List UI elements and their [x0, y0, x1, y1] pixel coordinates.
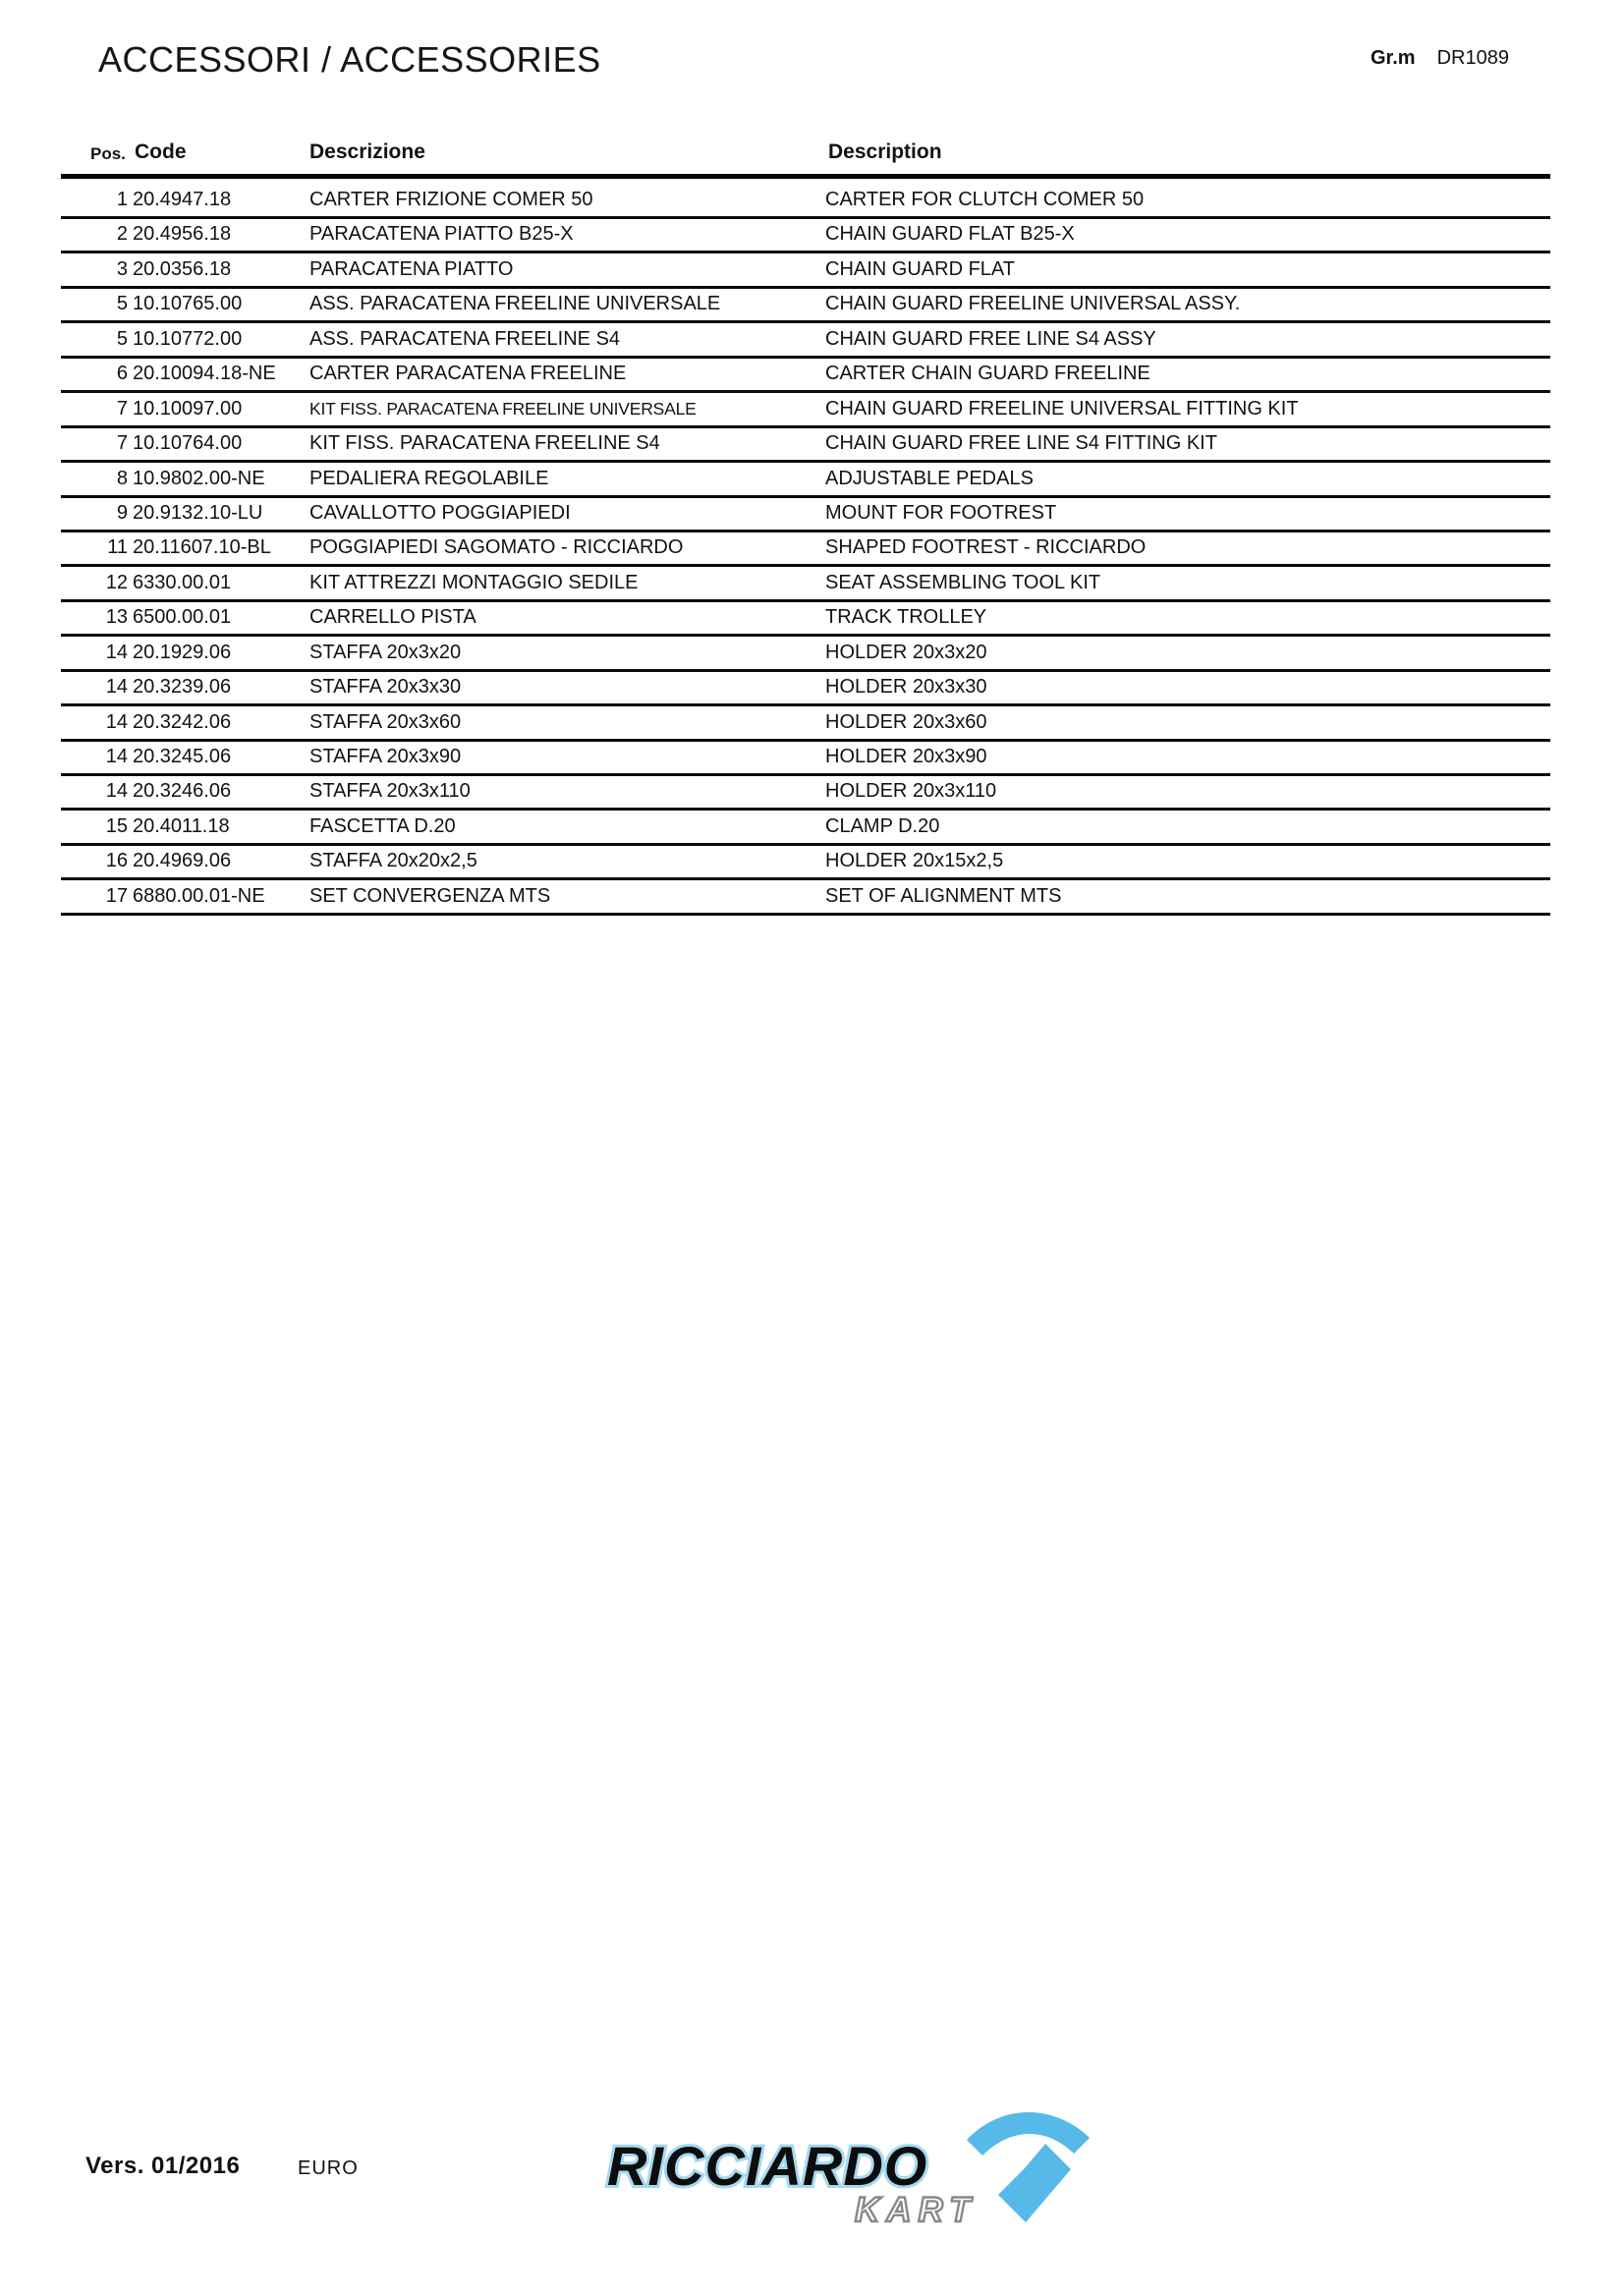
table-row [61, 359, 1550, 393]
row-position: 1 [116, 189, 128, 210]
table-body [61, 179, 1550, 916]
row-description-english: SEAT ASSEMBLING TOOL KIT [825, 571, 1101, 593]
row-description-english: CHAIN GUARD FREE LINE S4 FITTING KIT [825, 432, 1217, 455]
row-part-code: 10.10765.00 [133, 293, 243, 315]
column-header-pos: Pos. [90, 144, 126, 163]
logo-swoosh-icon [967, 2112, 1090, 2222]
logo-secondary-text: KART [855, 2191, 978, 2229]
row-description-english: HOLDER 20x3x90 [825, 746, 987, 767]
row-position: 8 [116, 467, 128, 489]
row-description-english: CHAIN GUARD FLAT [825, 257, 1015, 280]
row-part-code: 20.3242.06 [133, 710, 232, 733]
table-row [61, 742, 1550, 776]
row-description-english: MOUNT FOR FOOTREST [825, 501, 1057, 524]
column-header-descrizione: Descrizione [309, 140, 425, 163]
table-row [61, 219, 1550, 253]
row-description-italian: PEDALIERA REGOLABILE [309, 467, 549, 489]
row-description-italian: CAVALLOTTO POGGIAPIEDI [309, 501, 571, 524]
row-position: 14 [105, 641, 128, 663]
row-part-code: 6330.00.01 [133, 571, 232, 593]
row-part-code: 20.3239.06 [133, 676, 232, 699]
row-position: 7 [116, 397, 128, 420]
row-description-italian: STAFFA 20x3x60 [309, 710, 462, 733]
row-part-code: 10.10772.00 [133, 327, 243, 350]
column-header-description: Description [828, 140, 942, 163]
table-row [61, 498, 1550, 532]
row-description-english: CLAMP D.20 [825, 814, 940, 837]
table-row [61, 602, 1550, 637]
row-description-english: HOLDER 20x3x30 [825, 676, 987, 699]
row-description-english: ADJUSTABLE PEDALS [825, 467, 1034, 489]
row-description-italian: STAFFA 20x20x2,5 [309, 850, 477, 872]
table-row [61, 393, 1550, 427]
table-row [61, 846, 1550, 880]
row-description-italian: STAFFA 20x3x110 [309, 780, 471, 803]
row-description-italian: CARTER FRIZIONE COMER 50 [309, 189, 593, 210]
table-row [61, 532, 1550, 567]
row-position: 12 [105, 571, 128, 593]
row-position: 11 [107, 536, 128, 559]
table-row [61, 253, 1550, 288]
table-row [61, 706, 1550, 741]
row-position: 14 [105, 746, 128, 767]
row-description-italian: STAFFA 20x3x30 [309, 676, 462, 699]
parts-table [61, 126, 1550, 916]
row-part-code: 20.4011.18 [133, 814, 230, 837]
row-position: 7 [116, 432, 128, 455]
row-description-english: TRACK TROLLEY [825, 606, 987, 629]
row-description-english: CARTER CHAIN GUARD FREELINE [825, 363, 1150, 385]
table-row [61, 567, 1550, 601]
row-description-english: CHAIN GUARD FREE LINE S4 ASSY [825, 327, 1156, 350]
table-row [61, 811, 1550, 845]
row-description-english: CHAIN GUARD FREELINE UNIVERSAL FITTING KIT [825, 397, 1299, 420]
row-description-italian: KIT FISS. PARACATENA FREELINE UNIVERSALE [309, 398, 697, 419]
row-description-english: HOLDER 20x3x110 [825, 780, 997, 803]
row-part-code: 20.10094.18-NE [133, 363, 276, 385]
table-row [61, 672, 1550, 706]
group-label: Gr.m [1371, 47, 1416, 69]
row-description-italian: SET CONVERGENZA MTS [309, 884, 551, 907]
row-part-code: 20.11607.10-BL [133, 536, 271, 559]
row-position: 14 [105, 710, 128, 733]
row-part-code: 20.3245.06 [133, 746, 232, 767]
doc-code: DR1089 [1436, 47, 1509, 69]
table-row [61, 637, 1550, 671]
row-part-code: 10.9802.00-NE [133, 467, 265, 489]
row-position: 14 [105, 780, 128, 803]
table-row [61, 428, 1550, 463]
row-position: 5 [116, 293, 128, 315]
row-position: 3 [116, 257, 128, 280]
ricciardo-kart-logo-icon [601, 2093, 1097, 2230]
column-header-code: Code [135, 140, 187, 163]
row-position: 14 [105, 676, 128, 699]
page-title: ACCESSORI / ACCESSORIES [98, 39, 601, 80]
row-part-code: 20.4969.06 [133, 850, 232, 872]
row-part-code: 6880.00.01-NE [133, 884, 265, 907]
version-label: Vers. 01/2016 [85, 2153, 241, 2179]
row-description-english: SET OF ALIGNMENT MTS [825, 884, 1062, 907]
row-description-english: HOLDER 20x3x60 [825, 710, 987, 733]
ricciardo-kart-logo [601, 2093, 1097, 2230]
row-description-english: HOLDER 20x3x20 [825, 641, 987, 663]
row-description-english: CHAIN GUARD FREELINE UNIVERSAL ASSY. [825, 293, 1241, 315]
row-part-code: 20.9132.10-LU [133, 501, 263, 524]
row-description-english: CARTER FOR CLUTCH COMER 50 [825, 189, 1145, 210]
row-position: 13 [105, 606, 128, 629]
row-description-english: SHAPED FOOTREST - RICCIARDO [825, 536, 1147, 559]
table-row [61, 289, 1550, 323]
row-description-italian: PARACATENA PIATTO B25-X [309, 223, 574, 246]
table-header [61, 126, 1550, 179]
row-part-code: 20.4956.18 [133, 223, 232, 246]
row-description-italian: KIT ATTREZZI MONTAGGIO SEDILE [309, 571, 639, 593]
row-description-italian: CARRELLO PISTA [309, 606, 476, 629]
table-row [61, 776, 1550, 811]
row-position: 5 [116, 327, 128, 350]
table-row [61, 179, 1550, 219]
row-position: 17 [105, 884, 128, 907]
row-description-italian: FASCETTA D.20 [309, 814, 456, 837]
row-position: 9 [116, 501, 128, 524]
table-row [61, 880, 1550, 915]
row-description-italian: CARTER PARACATENA FREELINE [309, 363, 627, 385]
row-position: 16 [105, 850, 128, 872]
row-description-italian: STAFFA 20x3x90 [309, 746, 462, 767]
row-part-code: 20.0356.18 [133, 257, 232, 280]
row-position: 15 [105, 814, 128, 837]
row-description-italian: KIT FISS. PARACATENA FREELINE S4 [309, 432, 660, 455]
row-part-code: 6500.00.01 [133, 606, 232, 629]
row-description-italian: PARACATENA PIATTO [309, 257, 514, 280]
table-row [61, 323, 1550, 358]
row-part-code: 20.3246.06 [133, 780, 232, 803]
row-description-italian: ASS. PARACATENA FREELINE S4 [309, 327, 621, 350]
row-part-code: 20.4947.18 [133, 189, 232, 210]
currency-label: EURO [298, 2157, 359, 2179]
doc-reference [1371, 47, 1509, 70]
row-description-italian: STAFFA 20x3x20 [309, 641, 462, 663]
logo-primary-text: RICCIARDO [607, 2135, 928, 2197]
row-part-code: 10.10097.00 [133, 397, 243, 420]
row-part-code: 10.10764.00 [133, 432, 243, 455]
row-position: 6 [116, 363, 128, 385]
row-description-italian: POGGIAPIEDI SAGOMATO - RICCIARDO [309, 536, 684, 559]
row-position: 2 [116, 223, 128, 246]
row-part-code: 20.1929.06 [133, 641, 232, 663]
row-description-english: HOLDER 20x15x2,5 [825, 850, 1004, 872]
row-description-italian: ASS. PARACATENA FREELINE UNIVERSALE [309, 293, 721, 315]
table-row [61, 463, 1550, 497]
row-description-english: CHAIN GUARD FLAT B25-X [825, 223, 1075, 246]
